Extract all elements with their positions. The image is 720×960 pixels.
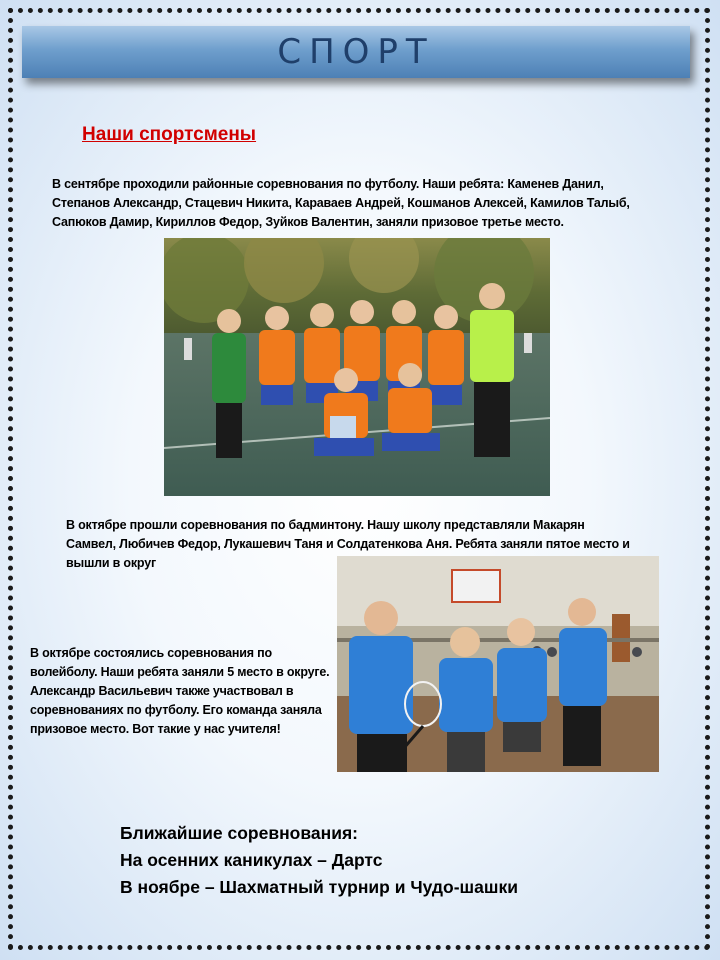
volleyball-paragraph: [30, 644, 340, 739]
volleyball-text-2: Александр Васильевич также участвовал в соревнованиях по футболу. Его команда заняла призовое место. Вот такие у нас учителя!: [30, 684, 322, 736]
football-team-photo: [164, 238, 550, 496]
section-subtitle: Наши спортсмены: [82, 124, 257, 145]
badminton-paragraph: В октябре прошли соревнования по бадминтону. Нашу школу представляли Макарян Самвел, Любичев Федор, Лукашевич Таня и Солдатенкова Аня. Ребята заняли пятое место и вышли в округ: [66, 518, 630, 570]
upcoming-item-darts: На осенних каникулах – Дартс: [120, 850, 383, 870]
upcoming-item-chess: В ноябре – Шахматный турнир и Чудо-шашки: [120, 877, 518, 897]
upcoming-competitions: [120, 820, 640, 901]
page-title: СПОРТ: [277, 32, 435, 72]
title-banner: [22, 26, 690, 78]
volleyball-text-1: В октябре состоялись соревнования по волейболу. Наши ребята заняли 5 место в округе.: [30, 646, 330, 679]
football-paragraph: В сентябре проходили районные соревнования по футболу. Наши ребята: Каменев Данил, Степанов Александр, Стацевич Никита, Караваев Андрей, Кошманов Алексей, Камилов Талыб, Сапюков Дамир, Кириллов Федор, Зуйков Валентин, заняли призовое третье место.: [52, 177, 630, 229]
upcoming-heading: Ближайшие соревнования:: [120, 823, 358, 843]
badminton-team-photo: [337, 556, 659, 772]
